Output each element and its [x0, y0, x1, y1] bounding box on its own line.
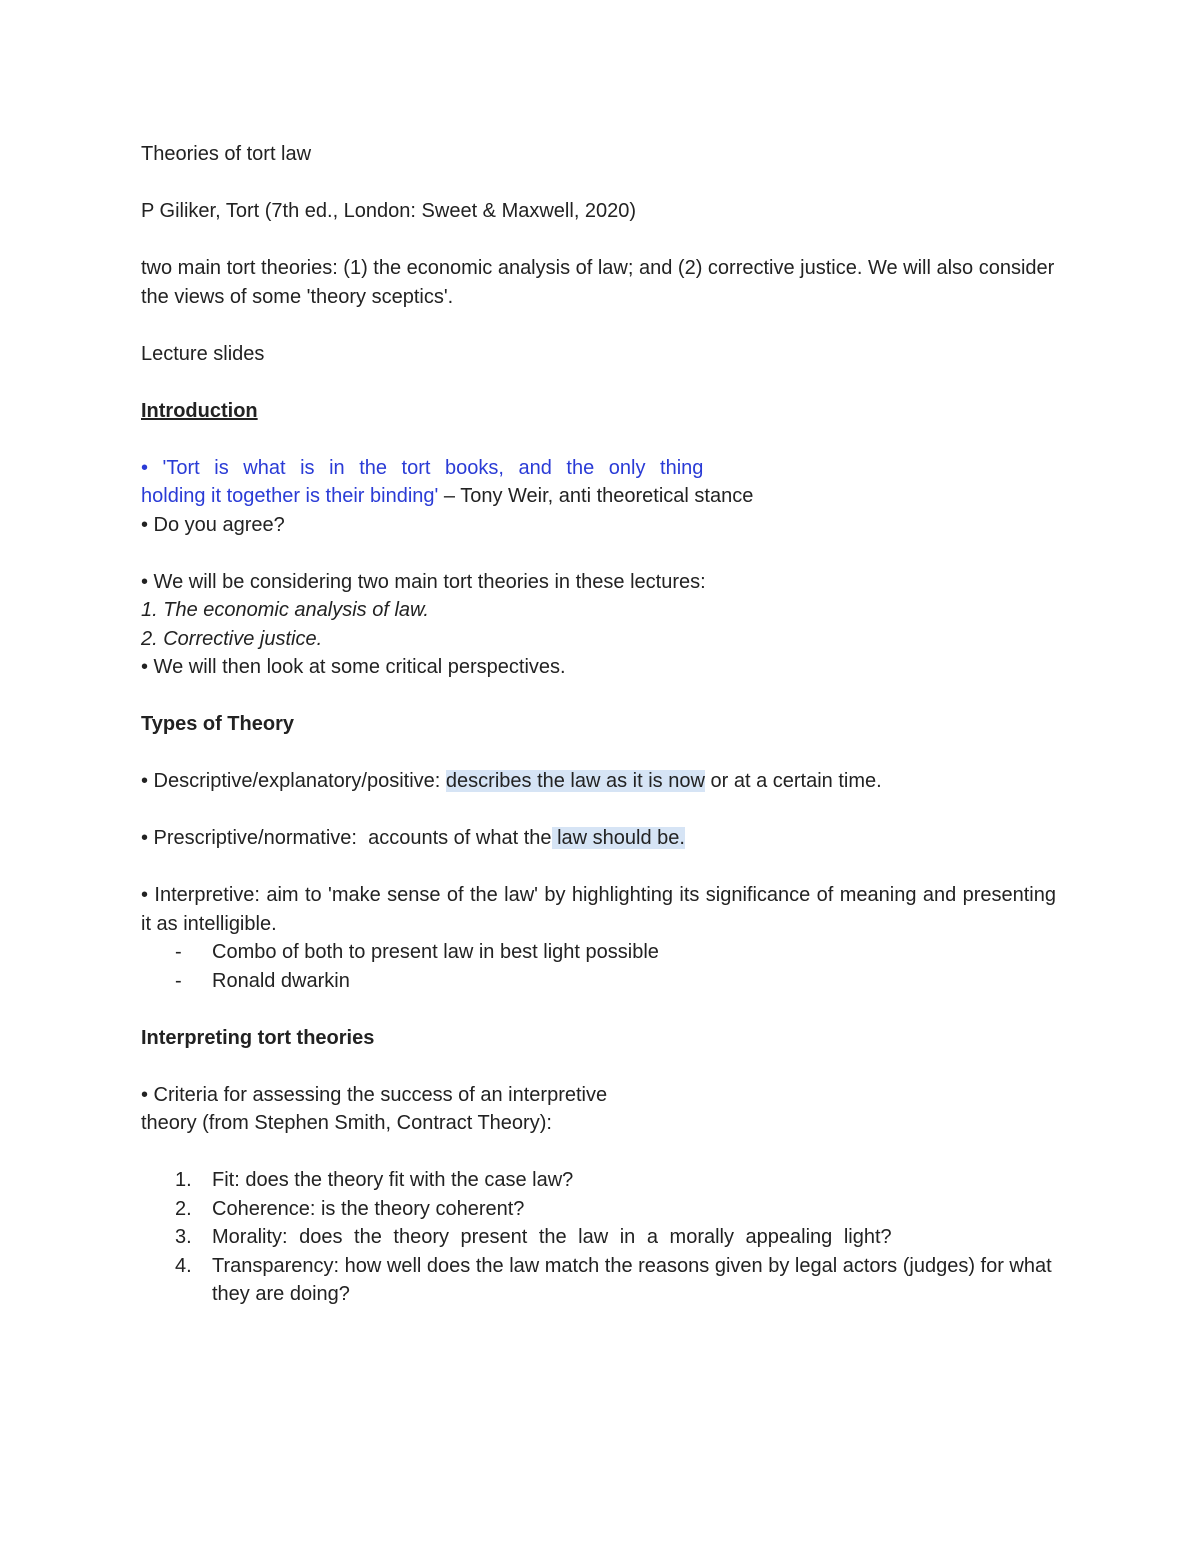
considering-bullet: • We will be considering two main tort theories in these lectures:	[141, 570, 706, 593]
list-item-text: Morality: does the theory present the law in a morally appealing light?	[212, 1226, 892, 1248]
list-item-text: Coherence: is the theory coherent?	[212, 1197, 525, 1220]
list-item	[141, 1195, 1056, 1224]
criteria-list	[141, 1166, 1056, 1309]
list-item-text: Fit: does the theory fit with the case law?	[212, 1169, 574, 1191]
list-item	[141, 1252, 1056, 1309]
list-number: 2.	[175, 1197, 192, 1220]
list-item-text: Transparency: how well does the law match the reasons given by legal actors (judges) for what they are doing?	[212, 1254, 1052, 1305]
descriptive-suffix: or at a certain time.	[704, 770, 882, 792]
criteria-line-1: • Criteria for assessing the success of an interpretive	[141, 1083, 608, 1106]
introduction-heading: Introduction	[141, 399, 258, 422]
dash-marker: -	[175, 969, 182, 992]
list-item	[141, 938, 1056, 967]
interpretive-sub-list	[141, 938, 1056, 995]
list-item	[141, 1166, 1056, 1195]
list-number: 4.	[175, 1254, 192, 1277]
weir-quote	[141, 454, 1056, 511]
list-item-text: Ronald dwarkin	[212, 969, 350, 992]
critical-perspectives-bullet: • We will then look at some critical perspectives.	[141, 656, 566, 678]
interpreting-heading: Interpreting tort theories	[141, 1026, 375, 1049]
overview-paragraph: two main tort theories: (1) the economic analysis of law; and (2) corrective justice. We will also consider the views of some 'theory sceptics'.	[141, 257, 1055, 308]
list-number: 3.	[175, 1226, 192, 1248]
prescriptive-highlight: law should be.	[551, 827, 685, 849]
agree-question: • Do you agree?	[141, 513, 285, 536]
list-number: 1.	[175, 1169, 192, 1191]
theory-item-1: 1. The economic analysis of law.	[141, 599, 429, 621]
descriptive-bullet	[141, 767, 1056, 796]
dash-marker: -	[175, 941, 182, 963]
criteria-line-2: theory (from Stephen Smith, Contract Theory):	[141, 1112, 552, 1134]
types-of-theory-heading: Types of Theory	[141, 713, 294, 735]
criteria-intro	[141, 1081, 1056, 1138]
theory-item-2: 2. Corrective justice.	[141, 627, 323, 650]
prescriptive-prefix: • Prescriptive/normative: accounts of what the	[141, 827, 552, 849]
document-page	[141, 140, 1056, 1309]
interpretive-bullet: • Interpretive: aim to 'make sense of the law' by highlighting its significance of meaning and presenting it as intelligible.	[141, 884, 1056, 935]
quote-attribution: – Tony Weir, anti theoretical stance	[438, 485, 754, 507]
descriptive-prefix: • Descriptive/explanatory/positive:	[141, 770, 446, 792]
quote-line-2: holding it together is their binding'	[141, 485, 439, 507]
lecture-slides-label: Lecture slides	[141, 342, 265, 365]
list-item	[141, 967, 1056, 996]
quote-line-1: • 'Tort is what is in the tort books, and the only thing	[141, 456, 704, 479]
descriptive-highlight: describes the law as it is now	[445, 770, 705, 792]
citation: P Giliker, Tort (7th ed., London: Sweet & Maxwell, 2020)	[141, 200, 637, 222]
prescriptive-bullet	[141, 824, 1056, 853]
list-item	[141, 1223, 1056, 1252]
list-item-text: Combo of both to present law in best light possible	[212, 941, 659, 963]
document-title: Theories of tort law	[141, 143, 312, 165]
